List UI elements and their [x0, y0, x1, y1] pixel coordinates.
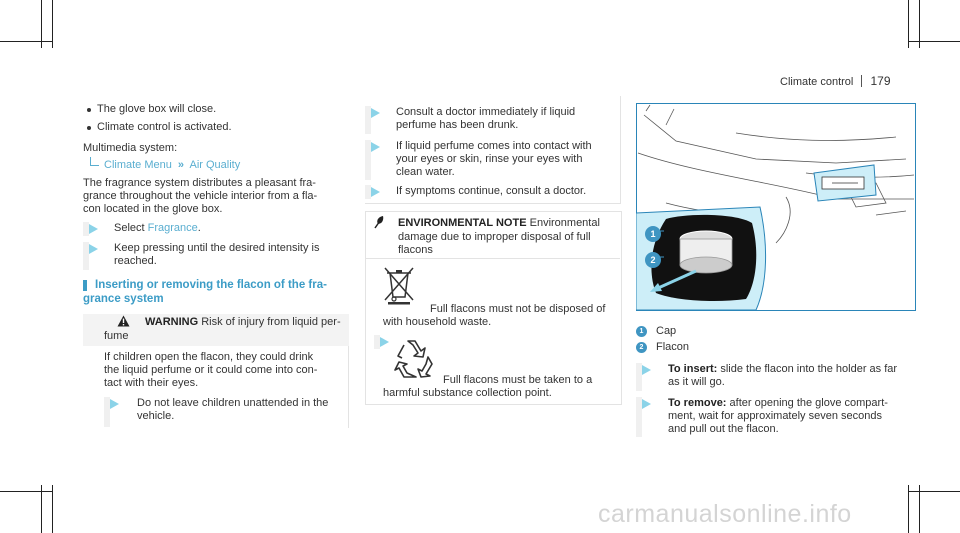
env-title: ENVIRONMENTAL NOTE [398, 217, 527, 229]
step-text: reached. [114, 255, 157, 267]
environment-leaf-icon [373, 215, 385, 229]
step-arrow-icon [371, 142, 380, 152]
crop-mark [41, 485, 42, 533]
glovebox-illustration [636, 103, 916, 311]
crossed-bin-icon [382, 265, 416, 305]
callout-1: 1 [645, 226, 661, 242]
legend-label: Cap [656, 325, 677, 337]
step-arrow-icon [642, 365, 651, 375]
crop-mark [919, 485, 920, 533]
step-text: Do not leave children unattended in the [137, 397, 329, 409]
desc-line: con located in the glove box. [83, 203, 223, 215]
menu-path [104, 159, 240, 172]
desc-line: The fragrance system distributes a pleasant fra- [83, 177, 316, 189]
remove-step: To remove: after opening the glove compart- [668, 397, 888, 409]
step-arrow-icon [89, 224, 98, 234]
bin-text: with household waste. [383, 316, 492, 328]
insert-step: To insert: slide the flacon into the holder as far [668, 363, 898, 375]
warning-head-cont: fume [104, 330, 129, 342]
section-marker [83, 280, 87, 291]
crop-mark [0, 41, 53, 42]
corner-arrow-icon [90, 157, 99, 166]
step-text: perfume has been drunk. [396, 119, 519, 131]
crop-mark [0, 491, 53, 492]
step-arrow-icon [110, 399, 119, 409]
desc-line: grance throughout the vehicle interior from a fla- [83, 190, 318, 202]
remove-step-cont: and pull out the flacon. [668, 423, 779, 435]
bullet [87, 108, 91, 112]
page-number: 179 [870, 74, 891, 88]
step-arrow-icon [642, 399, 651, 409]
step-text: Keep pressing until the desired intensity is [114, 242, 320, 254]
warning-title: WARNING [145, 316, 199, 328]
warning-icon [117, 315, 130, 327]
step-text: If symptoms continue, consult a doctor. [396, 185, 587, 197]
warning-body: the liquid perfume or it could come into con- [104, 364, 318, 376]
crop-mark [52, 485, 53, 533]
legend-number: 1 [636, 326, 647, 337]
recycle-text: harmful substance collection point. [383, 387, 552, 399]
step-arrow-icon [89, 244, 98, 254]
step-text: Consult a doctor immediately if liquid [396, 106, 576, 118]
step-text: your eyes or skin, rinse your eyes with [396, 153, 583, 165]
step-text: clean water. [396, 166, 455, 178]
step-select: Select Fragrance. [114, 222, 201, 234]
warning-body: If children open the flacon, they could drink [104, 351, 314, 363]
crop-mark [908, 485, 909, 533]
warning-body: tact with their eyes. [104, 377, 199, 389]
step-text: If liquid perfume comes into contact with [396, 140, 592, 152]
env-head: ENVIRONMENTAL NOTE Environmental [398, 217, 600, 229]
crop-mark [908, 491, 960, 492]
multimedia-label: Multimedia system: [83, 142, 178, 154]
env-head-divider [366, 258, 620, 259]
page-header [780, 74, 891, 88]
warning-head: WARNING Risk of injury from liquid per- [145, 316, 341, 328]
section-title: Climate control [780, 76, 854, 88]
recycle-text: Full flacons must be taken to a [443, 374, 593, 386]
insert-label: To insert: [668, 363, 718, 375]
crop-mark [908, 41, 960, 42]
section-heading: grance system [83, 293, 164, 305]
remove-step-cont: ment, wait for approximately seven seconds [668, 410, 882, 422]
recycle-icon [392, 337, 438, 381]
crop-mark [52, 0, 53, 48]
path-item[interactable]: Climate Menu [104, 159, 172, 171]
path-item[interactable]: Air Quality [189, 159, 241, 171]
insert-step-cont: as it will go. [668, 376, 725, 388]
step-arrow-icon [371, 187, 380, 197]
bullet [87, 126, 91, 130]
callout-2: 2 [645, 252, 661, 268]
legend-label: Flacon [656, 341, 690, 353]
step-arrow-icon [371, 108, 380, 118]
env-head-cont: damage due to improper disposal of full [398, 231, 591, 243]
step-arrow-icon [380, 337, 389, 347]
bin-text: Full flacons must not be disposed of [430, 303, 606, 315]
legend-number: 2 [636, 342, 647, 353]
bullet-text: Climate control is activated. [97, 121, 232, 133]
step-text: vehicle. [137, 410, 175, 422]
fragrance-link[interactable]: Fragrance [147, 222, 198, 234]
env-head-cont: flacons [398, 244, 433, 256]
watermark: carmanualsonline.info [598, 500, 852, 528]
section-heading: Inserting or removing the flacon of the fra- [95, 279, 327, 291]
bullet-text: The glove box will close. [97, 103, 217, 115]
remove-label: To remove: [668, 397, 727, 409]
double-chevron-icon: » [177, 159, 185, 171]
